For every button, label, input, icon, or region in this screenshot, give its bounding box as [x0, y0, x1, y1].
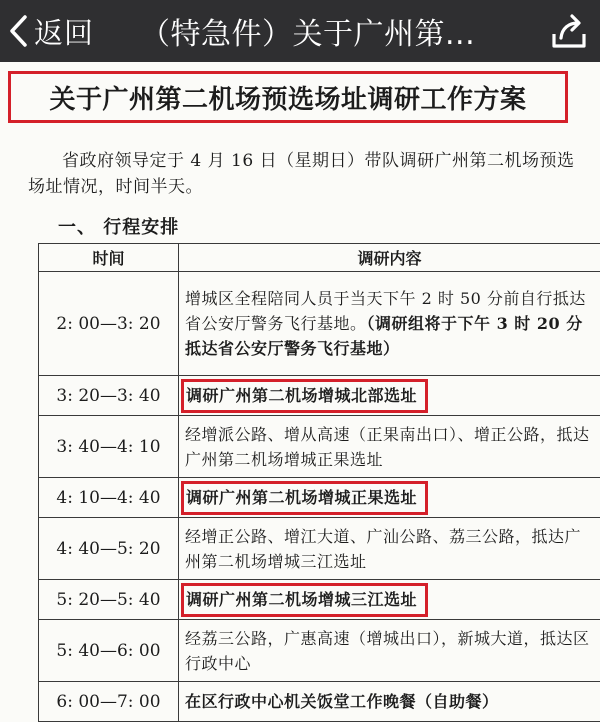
highlighted-item: 调研广州第二机场增城三江选址 [181, 583, 428, 617]
top-navbar [0, 0, 600, 62]
table-row [39, 416, 600, 478]
schedule-time-cell: 5: 40—6: 00 [39, 620, 179, 682]
table-row [39, 478, 600, 518]
share-button[interactable] [550, 12, 590, 50]
schedule-content-cell [179, 478, 600, 518]
schedule-content-text: 经增派公路、增从高速（正果南出口）、增正公路，抵达广州第二机场增城正果选址 [185, 425, 590, 469]
share-icon [550, 35, 590, 54]
table-row [39, 272, 600, 376]
schedule-content-text: 增城区全程陪同人员于当天下午 2 时 50 分前自行抵达省公安厅警务飞行基地。 [185, 289, 586, 333]
section-heading: 一、 行程安排 [58, 213, 179, 239]
schedule-time-cell: 2: 00—3: 20 [39, 272, 179, 376]
table-row [39, 580, 600, 620]
schedule-time-cell: 4: 40—5: 20 [39, 518, 179, 580]
document-page [0, 62, 600, 683]
schedule-content-text: 经增正公路、增江大道、广汕公路、荔三公路，抵达广州第二机场增城三江选址 [185, 527, 581, 571]
schedule-content-cell [179, 376, 600, 416]
schedule-content-cell [179, 682, 600, 722]
schedule-time-cell: 4: 10—4: 40 [39, 478, 179, 518]
intro-paragraph: 省政府领导定于 4 月 16 日（星期日）带队调研广州第二机场预选场址情况，时间半天。 [28, 148, 588, 200]
table-row [39, 620, 600, 682]
table-row [39, 376, 600, 416]
back-label: 返回 [34, 11, 94, 52]
document-title: 关于广州第二机场预选场址调研工作方案 [8, 71, 568, 123]
table-header-time: 时间 [39, 244, 179, 272]
schedule-time-cell: 5: 20—5: 40 [39, 580, 179, 620]
page-title: （特急件）关于广州第... [140, 0, 532, 62]
highlighted-item: 调研广州第二机场增城正果选址 [181, 481, 428, 515]
schedule-time-cell: 3: 20—3: 40 [39, 376, 179, 416]
schedule-content-cell [179, 272, 600, 376]
schedule-content-cell [179, 580, 600, 620]
schedule-content-cell [179, 518, 600, 580]
back-button[interactable] [8, 0, 94, 62]
table-header-content: 调研内容 [179, 244, 600, 272]
schedule-time-cell: 6: 00—7: 00 [39, 682, 179, 722]
highlighted-item: 调研广州第二机场增城北部选址 [181, 379, 428, 413]
schedule-content-cell [179, 416, 600, 478]
schedule-content-cell [179, 620, 600, 682]
table-header-row [39, 244, 600, 272]
schedule-content-bold: 在区行政中心机关饭堂工作晚餐（自助餐） [185, 692, 499, 711]
schedule-table [38, 243, 600, 722]
chevron-left-icon [8, 14, 28, 48]
table-row [39, 682, 600, 722]
schedule-time-cell: 3: 40—4: 10 [39, 416, 179, 478]
schedule-content-text: 经荔三公路，广惠高速（增城出口），新城大道，抵达区行政中心 [185, 629, 590, 673]
table-row [39, 518, 600, 580]
schedule-content-bold: （调研组将于下午 3 时 20 分抵达省公安厅警务飞行基地） [185, 314, 583, 358]
